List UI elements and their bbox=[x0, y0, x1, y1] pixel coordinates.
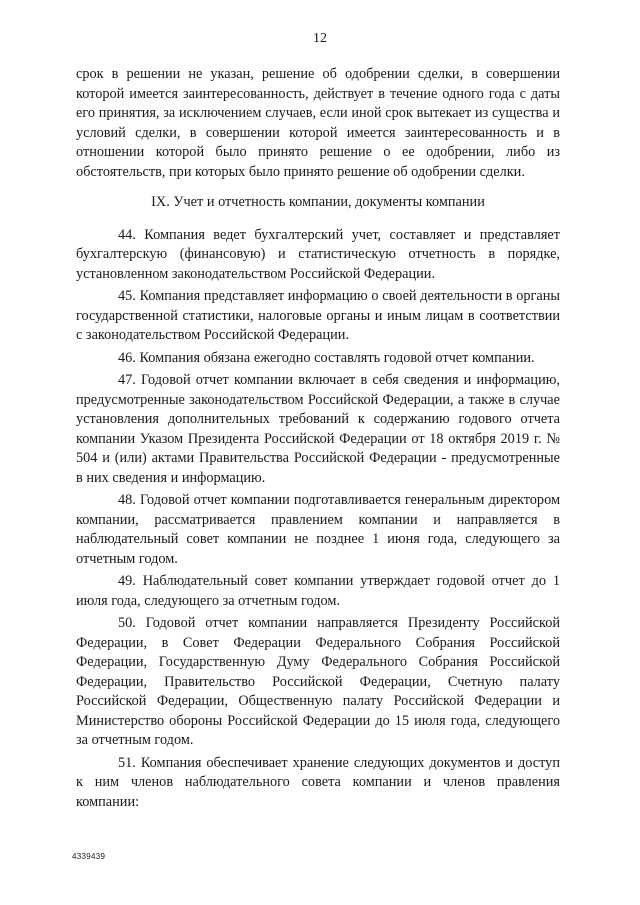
section-heading: IX. Учет и отчетность компании, документы компании bbox=[151, 194, 485, 210]
paragraph-48: 48. Годовой отчет компании подготавливается генеральным директором компании, рассматривается правлением компании и направляется в наблюдательный совет компании не позднее 1 июня года, следующего за отчетным годом. bbox=[76, 492, 560, 567]
document-code: 4339439 bbox=[72, 852, 106, 861]
paragraph-47: 47. Годовой отчет компании включает в себя сведения и информацию, предусмотренные законодательством Российской Федерации, а также в случае установления дополнительных требований к содержанию годового отчета компании Указом Президента Российской Федерации от 18 октября 2019 г. № 504 и (или) актами Правительства Российской Федерации - предусмотренные в них сведения и информацию. bbox=[76, 372, 560, 486]
intro-paragraph: срок в решении не указан, решение об одобрении сделки, в совершении которой имеется заинтересованность, действует в течение одного года с даты его принятия, за исключением случаев, если иной срок вытекает из существа и условий сделки, в совершении которой имеется заинтересованность и в отношении которой было принято решение о ее одобрении, либо из обстоятельств, при которых было принято решение об одобрении сделки. bbox=[76, 66, 560, 180]
paragraph-51: 51. Компания обеспечивает хранение следующих документов и доступ к ним членов наблюдательного совета компании и членов правления компании: bbox=[76, 754, 560, 810]
paragraph-49: 49. Наблюдательный совет компании утверждает годовой отчет до 1 июля года, следующего за отчетным годом. bbox=[76, 573, 560, 609]
paragraph-44: 44. Компания ведет бухгалтерский учет, составляет и представляет бухгалтерскую (финансовую) и статистическую отчетность в порядке, установленном законодательством Российской Федерации. bbox=[76, 226, 560, 282]
paragraph-50: 50. Годовой отчет компании направляется Президенту Российской Федерации, в Совет Федерации Федерального Собрания Российской Федерации, Государственную Думу Федерального Собрания Российской Федерации, Правительство Российской Федерации, Счетную палату Российской Федерации, Общественную палату Российской Федерации и Министерство обороны Российской Федерации до 15 июля года, следующего за отчетным годом. bbox=[76, 615, 560, 748]
page-number: 12 bbox=[313, 31, 327, 46]
paragraph-46: 46. Компания обязана ежегодно составлять годовой отчет компании. bbox=[118, 349, 535, 366]
paragraph-45: 45. Компания представляет информацию о своей деятельности в органы государственной статистики, налоговые органы и иным лицам в соответствии с законодательством Российской Федерации. bbox=[76, 288, 560, 343]
document-body bbox=[76, 65, 560, 812]
